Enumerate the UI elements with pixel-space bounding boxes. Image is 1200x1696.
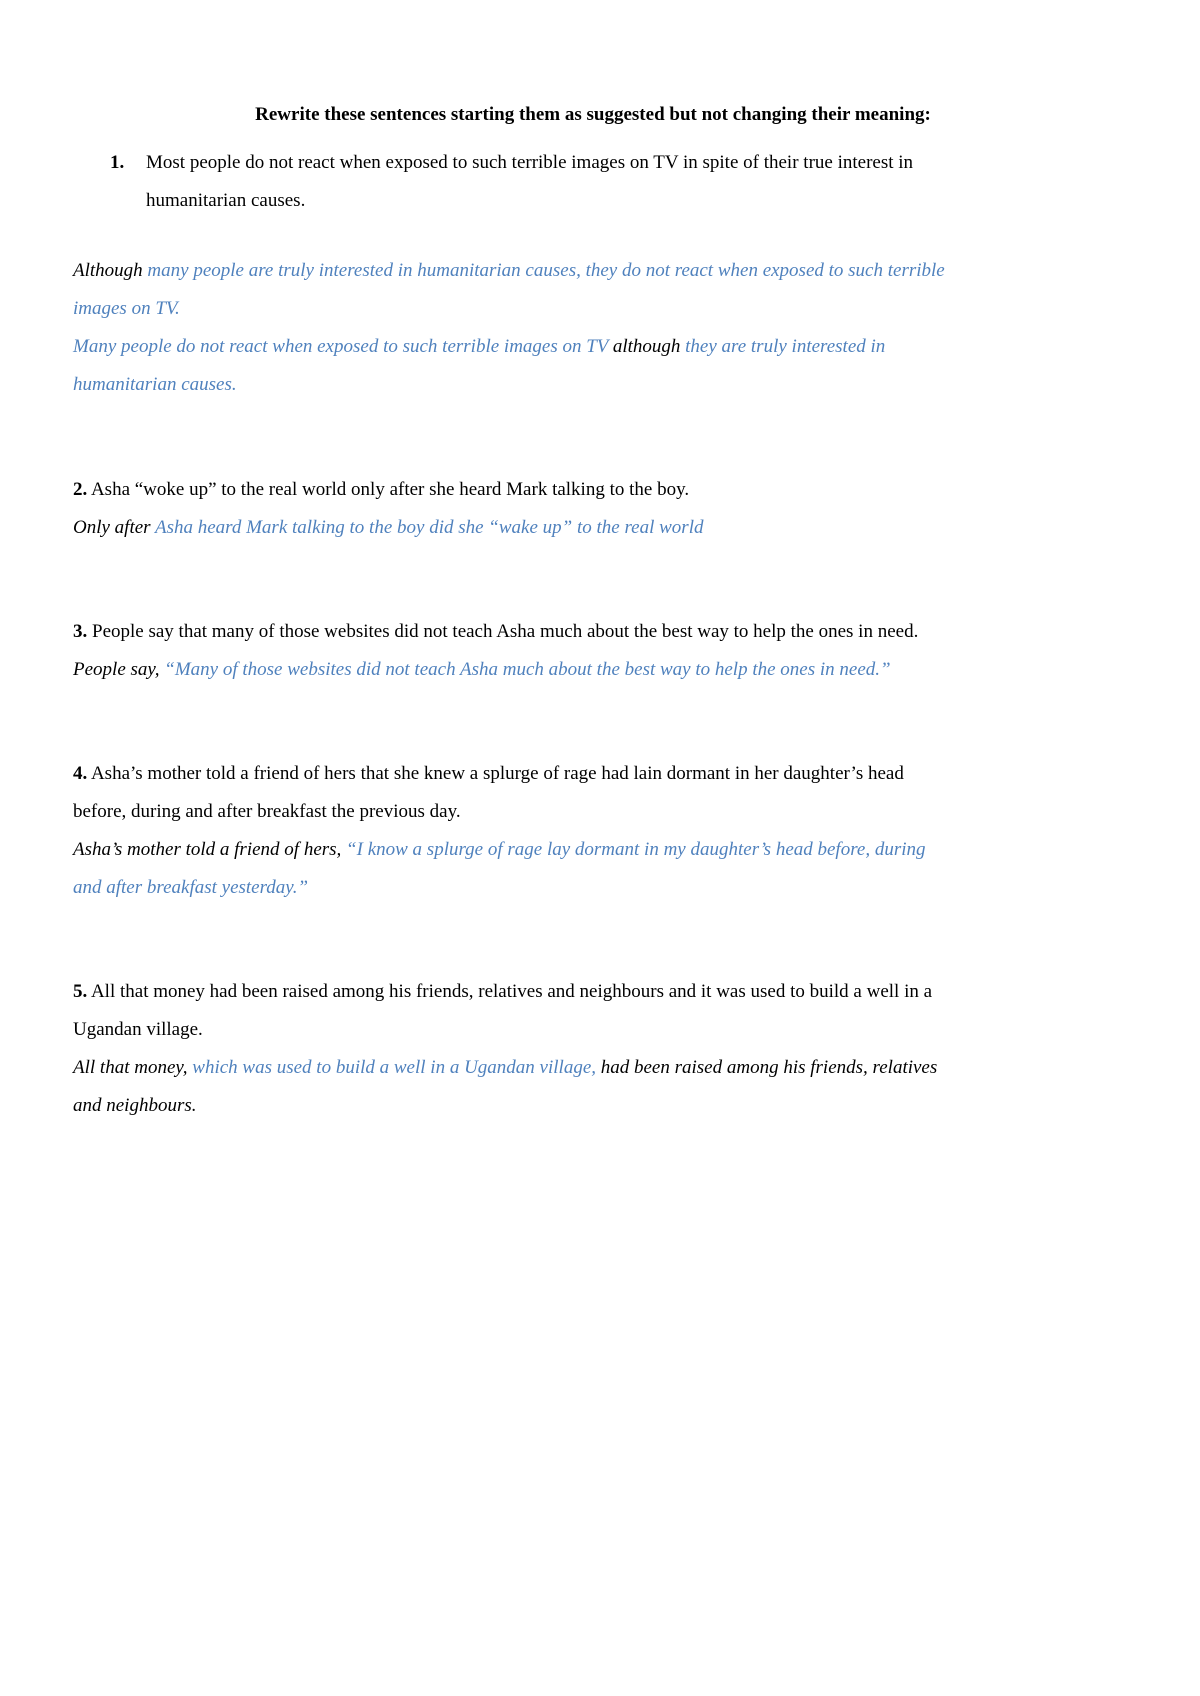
question-1-line-2 xyxy=(73,182,1113,220)
question-5-line-2: Ugandan village. xyxy=(73,1019,203,1040)
answer-1b-line-1 xyxy=(73,328,1113,366)
question-3-line xyxy=(73,613,1113,651)
answer-2-starter: Only after xyxy=(73,517,151,538)
answer-4-line-1 xyxy=(73,831,1113,869)
answer-1a-text: many people are truly interested in humanitarian causes, they do not react when exposed to such terrible xyxy=(142,260,945,281)
question-3-number: 3. xyxy=(73,621,88,642)
answer-5-clause: which was used to build a well in a Ugandan village, xyxy=(187,1057,596,1078)
question-5 xyxy=(73,973,1113,1125)
answer-1b-connector: although xyxy=(608,336,681,357)
answer-2 xyxy=(73,509,1113,547)
answer-1b-text-2: they are truly interested in xyxy=(680,336,886,357)
answer-4-line-2: and after breakfast yesterday.” xyxy=(73,877,309,898)
question-3 xyxy=(73,613,1113,689)
answer-2-text: Asha heard Mark talking to the boy did she “wake up” to the real world xyxy=(150,517,704,538)
question-3-text: People say that many of those websites did not teach Asha much about the best way to help the ones in need. xyxy=(87,621,919,642)
question-5-text-1: All that money had been raised among his friends, relatives and neighbours and it was used to build a well in a xyxy=(87,981,933,1002)
answer-1a-line-1 xyxy=(73,252,1113,290)
question-2 xyxy=(73,471,1113,547)
answer-4-starter: Asha’s mother told a friend of hers, xyxy=(73,839,342,860)
answer-3 xyxy=(73,651,1113,689)
question-4-text-1: Asha’s mother told a friend of hers that she knew a splurge of rage had lain dormant in her daughter’s head xyxy=(87,763,904,784)
question-5-number: 5. xyxy=(73,981,88,1002)
answer-1b-text-1: Many people do not react when exposed to such terrible images on TV xyxy=(73,336,609,357)
answer-3-text: “Many of those websites did not teach Asha much about the best way to help the ones in need.” xyxy=(159,659,891,680)
question-4-line-1 xyxy=(73,755,1113,793)
answer-1a xyxy=(73,252,1113,328)
answer-4-text-1: “I know a splurge of rage lay dormant in my daughter’s head before, during xyxy=(341,839,926,860)
answer-1b xyxy=(73,328,1113,404)
question-5-line-1 xyxy=(73,973,1113,1011)
question-2-text: Asha “woke up” to the real world only after she heard Mark talking to the boy. xyxy=(87,479,690,500)
answer-5-starter: All that money, xyxy=(73,1057,188,1078)
answer-1a-starter: Although xyxy=(73,260,143,281)
question-4 xyxy=(73,755,1113,907)
answer-3-starter: People say, xyxy=(73,659,160,680)
question-2-line xyxy=(73,471,1113,509)
answer-5-line-1 xyxy=(73,1049,1113,1087)
question-1-text-2: humanitarian causes. xyxy=(146,190,306,211)
answer-5-text: had been raised among his friends, relatives xyxy=(596,1057,938,1078)
instruction-heading: Rewrite these sentences starting them as suggested but not changing their meaning: xyxy=(255,104,931,125)
answer-1b-line-2: humanitarian causes. xyxy=(73,374,237,395)
answer-1a-line-2: images on TV. xyxy=(73,298,180,319)
question-2-number: 2. xyxy=(73,479,88,500)
question-1-number: 1. xyxy=(110,152,125,173)
question-1-line-1 xyxy=(73,144,1113,182)
question-1-text-1: Most people do not react when exposed to such terrible images on TV in spite of their true interest in xyxy=(146,152,914,173)
question-4-line-2: before, during and after breakfast the previous day. xyxy=(73,801,461,822)
answer-5-line-2: and neighbours. xyxy=(73,1095,197,1116)
document-content xyxy=(73,96,1113,1125)
question-1 xyxy=(73,144,1113,220)
question-4-number: 4. xyxy=(73,763,88,784)
